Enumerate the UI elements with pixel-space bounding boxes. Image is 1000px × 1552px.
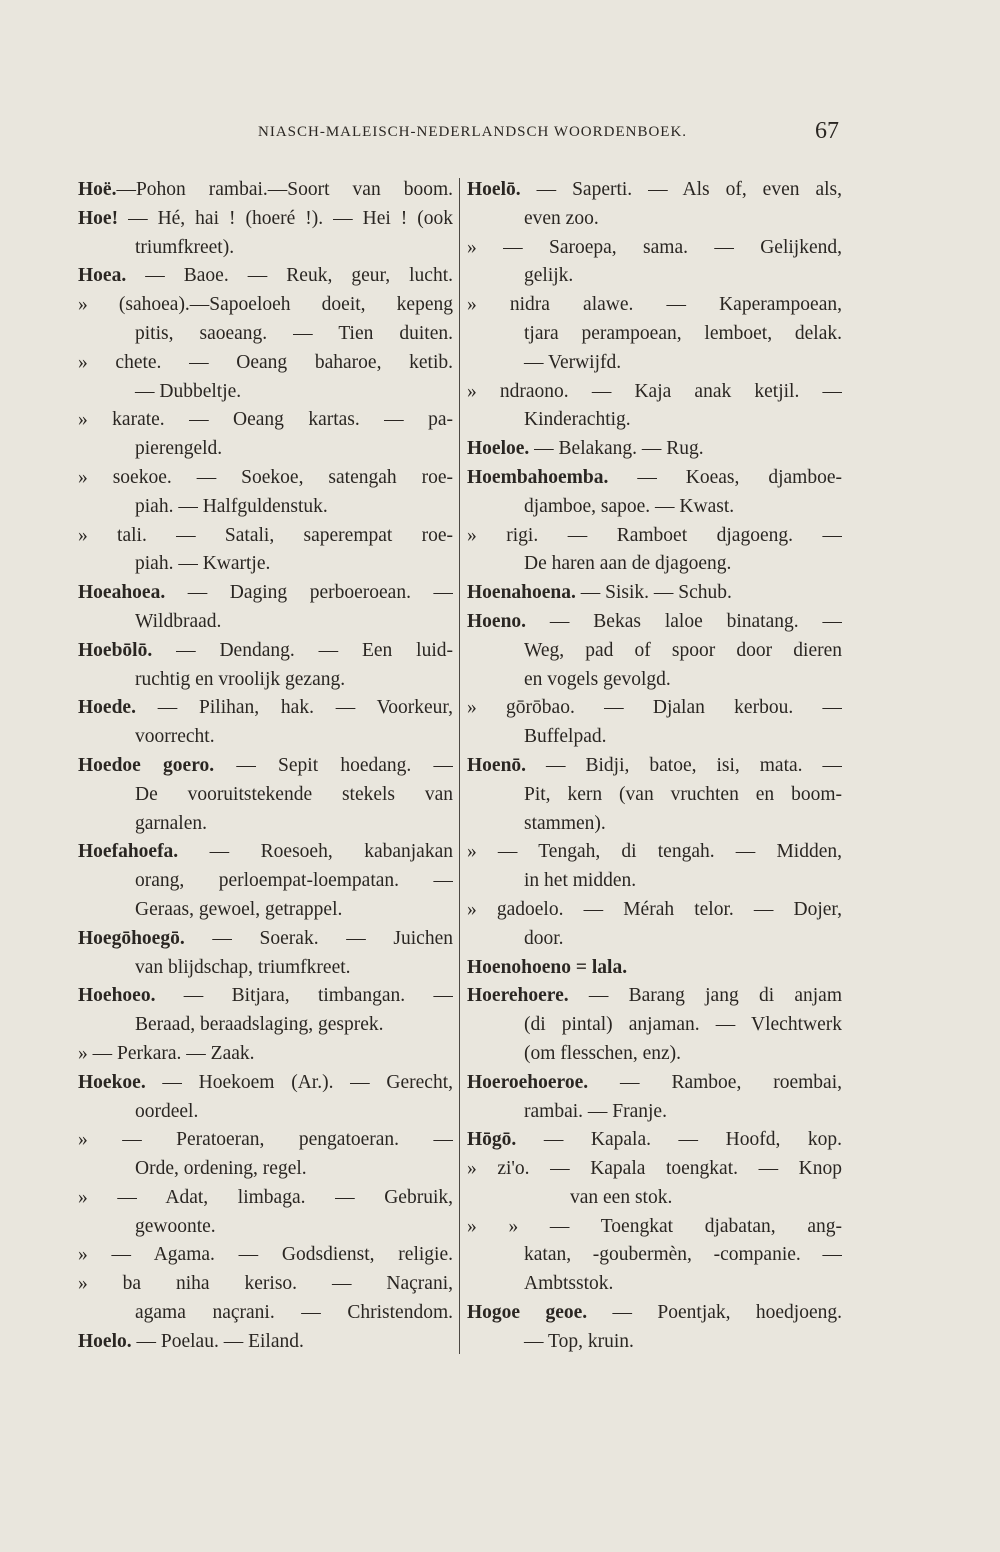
entry-text: » ba niha keriso. — Naçrani, — [78, 1273, 453, 1295]
entry-line — [467, 205, 842, 234]
entry-line — [78, 435, 453, 464]
entry-text: » — Adat, limbaga. — Gebruik, — [78, 1186, 453, 1208]
entry-line — [467, 896, 842, 925]
entry-text: » zi'o. — Kapala toengkat. — Knop — [467, 1158, 842, 1180]
entry-text: — Top, kruin. — [524, 1330, 634, 1352]
entry-line — [78, 752, 453, 781]
entry-text: Wildbraad. — [135, 610, 222, 632]
entry-line — [467, 176, 842, 205]
headword: Hoedoe goero. — [78, 754, 215, 776]
entry-line — [78, 550, 453, 579]
entry-line — [467, 493, 842, 522]
entry-line — [467, 406, 842, 435]
entry-text: Kinderachtig. — [524, 409, 631, 431]
column-divider — [459, 178, 460, 1354]
headword: Hoembahoemba. — [467, 466, 609, 488]
entry-text: Ambtsstok. — [524, 1273, 614, 1295]
entry-line — [78, 493, 453, 522]
entry-line — [467, 464, 842, 493]
entry-line — [78, 954, 453, 983]
entry-line — [78, 1241, 453, 1270]
entry-text: » ndraono. — Kaja anak ketjil. — — [467, 380, 842, 402]
entry-line — [78, 522, 453, 551]
entry-text: — Belakang. — Rug. — [529, 438, 704, 460]
entry-line — [467, 838, 842, 867]
entry-line — [467, 666, 842, 695]
entry-text: » nidra alawe. — Kaperampoean, — [467, 294, 842, 316]
entry-text: — Poelau. — Eiland. — [131, 1330, 304, 1352]
entry-line — [467, 579, 842, 608]
entry-text: — Dubbeltje. — [135, 380, 242, 402]
entry-text: Buffelpad. — [524, 726, 607, 748]
headword: Hoelō. — [467, 179, 521, 200]
entry-text: en vogels gevolgd. — [524, 668, 671, 690]
entry-line — [78, 406, 453, 435]
running-header: NIASCH-MALEISCH-NEDERLANDSCH WOORDENBOEK. — [258, 124, 688, 140]
entry-line — [78, 1011, 453, 1040]
headword: Hoenō. — [467, 754, 527, 776]
entry-text: — Verwijfd. — [524, 351, 622, 373]
headword: Hoë. — [78, 179, 117, 200]
headword: Hoeahoea. — [78, 582, 166, 604]
entry-line — [467, 723, 842, 752]
entry-text: ruchtig en vroolijk gezang. — [135, 668, 346, 690]
entry-line — [467, 291, 842, 320]
headword: Hoekoe. — [78, 1071, 146, 1093]
entry-line — [467, 1098, 842, 1127]
entry-text: — Sepit hoedang. — — [214, 754, 453, 776]
entry-line — [78, 781, 453, 810]
entry-text: piah. — Halfguldenstuk. — [135, 495, 328, 517]
entry-line — [78, 1069, 453, 1098]
entry-text: — Bekas laloe binatang. — — [526, 610, 842, 632]
entry-text: van blijdschap, triumfkreet. — [135, 956, 351, 978]
entry-text: pierengeld. — [135, 438, 223, 460]
right-column — [467, 176, 842, 1357]
entry-text: agama naçrani. — Christendom. — [135, 1302, 453, 1324]
entry-line — [78, 666, 453, 695]
entry-text: — Kapala. — Hoofd, kop. — [516, 1129, 842, 1151]
entry-line — [78, 349, 453, 378]
headword: Hogoe geoe. — [467, 1302, 588, 1324]
entry-line — [78, 464, 453, 493]
entry-line — [78, 579, 453, 608]
entry-line — [78, 1213, 453, 1242]
entry-text: orang, perloempat-loempatan. — — [135, 870, 453, 892]
headword: Hoegōhoegō. — [78, 927, 185, 949]
entry-text: djamboe, sapoe. — Kwast. — [524, 495, 735, 517]
entry-line — [78, 1184, 453, 1213]
entry-text: gewoonte. — [135, 1215, 216, 1237]
entry-text: — Bidji, batoe, isi, mata. — — [526, 754, 842, 776]
entry-text: — Koeas, djamboe- — [608, 466, 842, 488]
entry-line — [467, 262, 842, 291]
headword: Hoehoeo. — [78, 985, 156, 1007]
entry-line — [467, 1241, 842, 1270]
headword: Hoede. — [78, 697, 136, 719]
entry-text: gelijk. — [524, 265, 574, 287]
entry-line — [78, 176, 453, 205]
entry-text: » — Peratoeran, pengatoeran. — — [78, 1129, 453, 1151]
entry-line — [467, 1126, 842, 1155]
entry-line — [467, 608, 842, 637]
entry-line — [467, 781, 842, 810]
entry-text: (di pintal) anjaman. — Vlechtwerk — [524, 1014, 842, 1036]
entry-line — [78, 234, 453, 263]
headword: Hoelo. — [78, 1330, 132, 1352]
entry-text: » karate. — Oeang kartas. — pa- — [78, 409, 453, 431]
entry-line — [467, 1328, 842, 1357]
headword: Hoeroehoeroe. — [467, 1071, 589, 1093]
entry-line — [467, 522, 842, 551]
entry-text: Pit, kern (van vruchten en boom- — [524, 783, 842, 805]
entry-text: even zoo. — [524, 207, 599, 229]
entry-line — [467, 810, 842, 839]
entry-line — [78, 982, 453, 1011]
entry-line — [78, 838, 453, 867]
entry-line — [78, 1040, 453, 1069]
entry-text: — Baoe. — Reuk, geur, lucht. — [126, 265, 453, 287]
entry-text: » tali. — Satali, saperempat roe- — [78, 524, 453, 546]
entry-line — [467, 320, 842, 349]
entry-text: » — Tengah, di tengah. — Midden, — [467, 841, 842, 863]
headword: Hoenahoena. — [467, 582, 576, 604]
entry-line — [78, 1155, 453, 1184]
entry-line — [78, 723, 453, 752]
entry-text: Beraad, beraadslaging, gesprek. — [135, 1014, 384, 1036]
headword: Hoenohoeno = lala. — [467, 956, 628, 978]
headword: Hoea. — [78, 265, 127, 287]
entry-line — [467, 378, 842, 407]
entry-line — [78, 608, 453, 637]
entry-text: De haren aan de djagoeng. — [524, 553, 732, 575]
entry-line — [467, 1155, 842, 1184]
entry-line — [78, 320, 453, 349]
entry-line — [78, 867, 453, 896]
entry-text: » (sahoea).—Sapoeloeh doeit, kepeng — [78, 294, 453, 316]
entry-text: — Ramboe, roembai, — [588, 1071, 842, 1093]
entry-text: — Barang jang di anjam — [568, 985, 842, 1007]
entry-line — [78, 1328, 453, 1357]
entry-line — [78, 925, 453, 954]
entry-line — [467, 1270, 842, 1299]
entry-text: tjara perampoean, lemboet, delak. — [524, 322, 842, 344]
entry-line — [78, 1126, 453, 1155]
entry-line — [78, 1098, 453, 1127]
headword: Hoefahoefa. — [78, 841, 179, 863]
entry-line — [467, 867, 842, 896]
page-number: 67 — [815, 118, 839, 144]
entry-line — [78, 262, 453, 291]
headword: Hoebōlō. — [78, 639, 153, 661]
entry-line — [467, 550, 842, 579]
entry-line — [78, 378, 453, 407]
entry-text: in het midden. — [524, 870, 637, 892]
entry-text: » — Perkara. — Zaak. — [78, 1042, 255, 1064]
entry-line — [467, 1213, 842, 1242]
left-column — [78, 176, 453, 1357]
entry-text: —Pohon rambai.—Soort van boom. — [116, 179, 453, 200]
entry-line — [467, 1184, 842, 1213]
entry-text: (om flesschen, enz). — [524, 1042, 682, 1064]
entry-text: voorrecht. — [135, 726, 215, 748]
entry-text: » — Agama. — Godsdienst, religie. — [78, 1244, 453, 1266]
entry-line — [78, 694, 453, 723]
entry-text: — Hé, hai ! (hoeré !). — Hei ! (ook — [118, 207, 453, 229]
entry-text: Geraas, gewoel, getrappel. — [135, 898, 343, 920]
entry-text: — Hoekoem (Ar.). — Gerecht, — [145, 1071, 453, 1093]
entry-text: De vooruitstekende stekels van — [135, 783, 453, 805]
entry-text: — Pilihan, hak. — Voorkeur, — [135, 697, 453, 719]
entry-text: » rigi. — Ramboet djagoeng. — — [467, 524, 842, 546]
headword: Hoeno. — [467, 610, 527, 632]
entry-text: garnalen. — [135, 812, 208, 834]
entry-text: — Saperti. — Als of, even als, — [520, 179, 842, 200]
entry-line — [467, 349, 842, 378]
entry-text: stammen). — [524, 812, 606, 834]
entry-text: — Bitjara, timbangan. — — [155, 985, 453, 1007]
entry-text: door. — [524, 927, 564, 949]
entry-text: katan, -goubermèn, -companie. — — [524, 1244, 842, 1266]
entry-line — [467, 925, 842, 954]
entry-text: — Daging perboeroean. — — [165, 582, 453, 604]
headword: Hoe! — [78, 207, 119, 229]
entry-line — [467, 234, 842, 263]
entry-text: — Dendang. — Een luid- — [152, 639, 453, 661]
entry-text: oordeel. — [135, 1100, 199, 1122]
entry-text: » soekoe. — Soekoe, satengah roe- — [78, 466, 453, 488]
entry-text: Orde, ordening, regel. — [135, 1158, 307, 1180]
entry-text: » » — Toengkat djabatan, ang- — [467, 1215, 842, 1237]
entry-text: Weg, pad of spoor door dieren — [524, 639, 842, 661]
entry-line — [78, 1270, 453, 1299]
entry-line — [467, 637, 842, 666]
entry-text: triumfkreet). — [135, 236, 235, 258]
entry-line — [467, 954, 842, 983]
entry-text: » — Saroepa, sama. — Gelijkend, — [467, 236, 842, 258]
entry-text: — Poentjak, hoedjoeng. — [587, 1302, 842, 1324]
entry-text: rambai. — Franje. — [524, 1100, 667, 1122]
entry-line — [78, 896, 453, 925]
entry-line — [467, 1299, 842, 1328]
entry-line — [467, 1069, 842, 1098]
entry-line — [78, 291, 453, 320]
entry-line — [467, 694, 842, 723]
entry-text: » chete. — Oeang baharoe, ketib. — [78, 351, 453, 373]
headword: Hōgō. — [467, 1129, 517, 1151]
entry-line — [467, 982, 842, 1011]
entry-text: van een stok. — [570, 1186, 673, 1208]
entry-text: » gōrōbao. — Djalan kerbou. — — [467, 697, 842, 719]
entry-line — [467, 1040, 842, 1069]
entry-line — [467, 435, 842, 464]
headword: Hoerehoere. — [467, 985, 569, 1007]
entry-line — [78, 205, 453, 234]
entry-text: — Roesoeh, kabanjakan — [178, 841, 453, 863]
entry-line — [78, 810, 453, 839]
entry-text: » gadoelo. — Mérah telor. — Dojer, — [467, 898, 842, 920]
entry-text: pitis, saoeang. — Tien duiten. — [135, 322, 453, 344]
entry-text: piah. — Kwartje. — [135, 553, 271, 575]
headword: Hoeloe. — [467, 438, 530, 460]
entry-text: — Soerak. — Juichen — [184, 927, 453, 949]
entry-line — [78, 1299, 453, 1328]
entry-line — [78, 637, 453, 666]
entry-text: — Sisik. — Schub. — [575, 582, 732, 604]
entry-line — [467, 752, 842, 781]
entry-line — [467, 1011, 842, 1040]
